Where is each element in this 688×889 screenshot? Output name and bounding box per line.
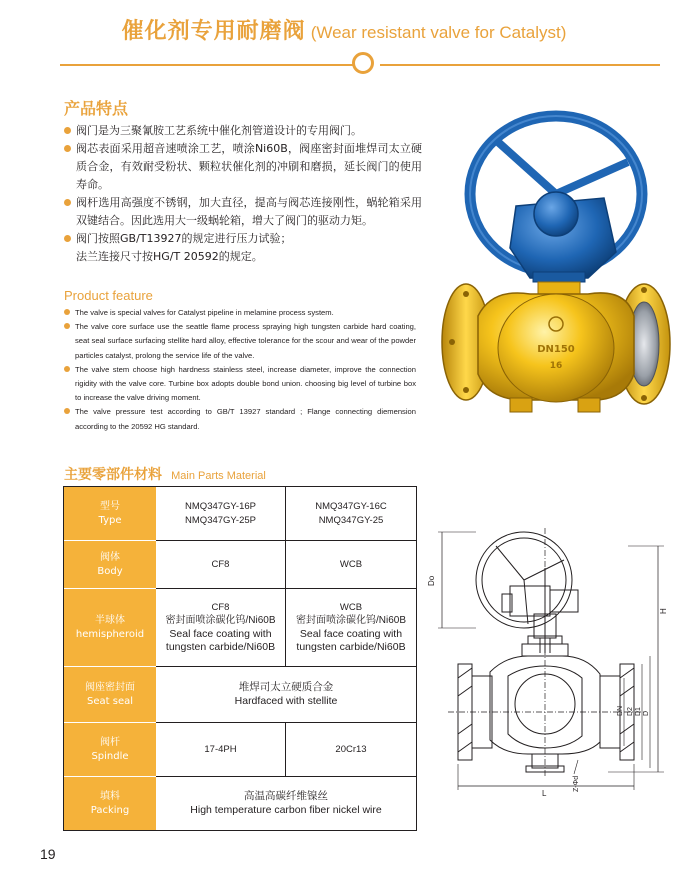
label-en: hemispheroid: [75, 628, 145, 640]
body-cell-2: [286, 541, 416, 589]
title-chinese: 催化剂专用耐磨阀: [121, 19, 306, 44]
bullet-dot-icon: [64, 199, 71, 206]
dim-label-d1: D1: [635, 707, 642, 716]
cell-text: Hardfaced with stellite: [234, 694, 338, 707]
valve-product-image: [438, 102, 674, 434]
cell-text: Seal face coating with: [169, 627, 272, 640]
dim-label-dn: DN: [617, 705, 624, 716]
packing-cell: [156, 777, 416, 830]
feature-item-en: [64, 306, 416, 320]
label-cn: 阀座密封面: [85, 681, 135, 693]
bullet-dot-icon: [64, 145, 71, 152]
cell-text: 密封面喷涂碳化钨/Ni60B: [295, 615, 406, 626]
cell-text: 高温高碳纤维镍丝: [244, 790, 328, 802]
cell-text: Seal face coating with: [299, 627, 403, 640]
spindle-cell-2: [286, 723, 416, 777]
label-cn: 半球体: [95, 614, 125, 626]
parts-heading-cn: 主要零部件材料: [64, 467, 162, 483]
parts-material-table: [63, 486, 417, 831]
body-cell-1: [156, 541, 286, 589]
bullet-dot-icon: [64, 127, 71, 134]
bullet-dot-icon: [64, 323, 70, 329]
cell-text: NMQ347GY-25P: [185, 514, 256, 526]
label-en: Seat seal: [87, 695, 133, 707]
feature-item-cn: [64, 122, 422, 140]
row-label-body: [64, 541, 156, 589]
type-cell-1: [156, 487, 286, 541]
feature-item-en: [64, 363, 416, 406]
dim-label-do: Do: [427, 575, 436, 586]
feature-text: The valve pressure test according to GB/T 13927 standard ; Flange connecting diemension according to the 20592 HG standard.: [75, 407, 416, 431]
parts-heading: [64, 464, 266, 484]
page-title: [0, 14, 688, 45]
cell-text: tungsten carbide/Ni60B: [165, 641, 276, 653]
feature-item-en: [64, 405, 416, 433]
label-en: Spindle: [91, 750, 129, 762]
header-rule-right: [380, 64, 660, 66]
feature-item-en: [64, 320, 416, 363]
dim-label-l: L: [542, 789, 547, 798]
feature-text: 阀杆选用高强度不锈钢，加大直径，提高与阀芯连接刚性，蜗轮箱采用双键结合。因此选用大一级蜗轮箱，增大了阀门的驱动力矩。: [76, 196, 422, 227]
feature-text: The valve core surface use the seattle flame process spraying high tungsten carbide hard coating, seat seal surface surfacing stellite hard alloy, effective tolerance for the scour and wear of the powder particles catalyst, prolong the service life of the valve.: [75, 322, 416, 360]
cell-text: 20Cr13: [335, 743, 367, 755]
hemispheroid-cell-2: [286, 589, 416, 667]
cell-text: 17-4PH: [204, 743, 237, 755]
cell-text: WCB: [339, 601, 363, 613]
cell-text: tungsten carbide/Ni60B: [296, 641, 406, 653]
cell-text: CF8: [211, 601, 230, 613]
header-circle-ornament: [352, 52, 374, 74]
feature-item-cn: [64, 230, 422, 248]
label-cn: 填料: [100, 790, 120, 802]
type-cell-2: [286, 487, 416, 541]
parts-heading-en: Main Parts Material: [171, 470, 266, 482]
cell-text: 密封面喷涂碳化钨/Ni60B: [165, 615, 276, 626]
feature-text: 阀门按照GB/T13927的规定进行压力试验；: [76, 232, 292, 245]
dim-label-zd: Z-Φd: [573, 775, 580, 792]
cell-text: NMQ347GY-16P: [185, 501, 256, 512]
valve-dimension-drawing: [428, 528, 678, 798]
title-english: (Wear resistant valve for Catalyst): [310, 23, 567, 42]
valve-pressure-marking: 16: [549, 361, 563, 371]
header-rule-left: [60, 64, 355, 66]
spindle-cell-1: [156, 723, 286, 777]
feature-item-cn: [64, 194, 422, 230]
valve-size-marking: DN150: [537, 344, 575, 355]
features-list-en: [64, 306, 416, 434]
cell-text: CF8: [211, 558, 230, 570]
label-en: Body: [97, 565, 123, 577]
row-label-type: [64, 487, 156, 541]
row-label-spindle: [64, 723, 156, 777]
dim-label-d: D: [643, 710, 650, 716]
row-label-seat-seal: [64, 667, 156, 723]
dim-label-d2: D2: [627, 707, 634, 716]
cell-text: High temperature carbon fiber nickel wire: [190, 803, 382, 816]
bullet-dot-icon: [64, 309, 70, 315]
feature-text: 阀芯表面采用超音速喷涂工艺，喷涂Ni60B，阀座密封面堆焊司太立硬质合金，有效耐受粉状、颗粒状催化剂的冲刷和磨损，延长阀门的使用寿命。: [76, 142, 422, 191]
feature-text: The valve is special valves for Catalyst pipeline in melamine process system.: [75, 308, 334, 317]
features-list-cn: [64, 122, 422, 266]
label-cn: 阀体: [100, 551, 120, 563]
bullet-dot-icon: [64, 366, 70, 372]
page-number: 19: [40, 846, 56, 862]
dim-label-h: H: [659, 608, 668, 614]
features-heading-cn: 产品特点: [64, 99, 129, 118]
cell-text: WCB: [339, 558, 363, 570]
label-en: Packing: [90, 804, 130, 816]
features-heading-en: Product feature: [64, 288, 153, 303]
label-cn: 型号: [100, 500, 120, 512]
cell-text: NMQ347GY-16C: [315, 501, 387, 512]
feature-text: The valve stem choose high hardness stainless steel, increase diameter, improve the connection rigidity with the valve core. Turbine box adopts double bond union. choosing big level of turbine box to increase the valve driving moment.: [75, 364, 416, 403]
feature-extra-line: 法兰连接尺寸按HG/T 20592的规定。: [76, 250, 263, 263]
label-cn: 阀杆: [100, 736, 120, 748]
row-label-hemispheroid: [64, 589, 156, 667]
seat-seal-cell: [156, 667, 416, 723]
feature-item-cn: [64, 140, 422, 194]
bullet-dot-icon: [64, 408, 70, 414]
bullet-dot-icon: [64, 235, 71, 242]
cell-text: NMQ347GY-25: [318, 514, 384, 526]
label-en: Type: [98, 514, 122, 526]
cell-text: 堆焊司太立硬质合金: [238, 681, 334, 693]
hemispheroid-cell-1: [156, 589, 286, 667]
feature-text: 阀门是为三聚氰胺工艺系统中催化剂管道设计的专用阀门。: [76, 124, 362, 137]
row-label-packing: [64, 777, 156, 830]
